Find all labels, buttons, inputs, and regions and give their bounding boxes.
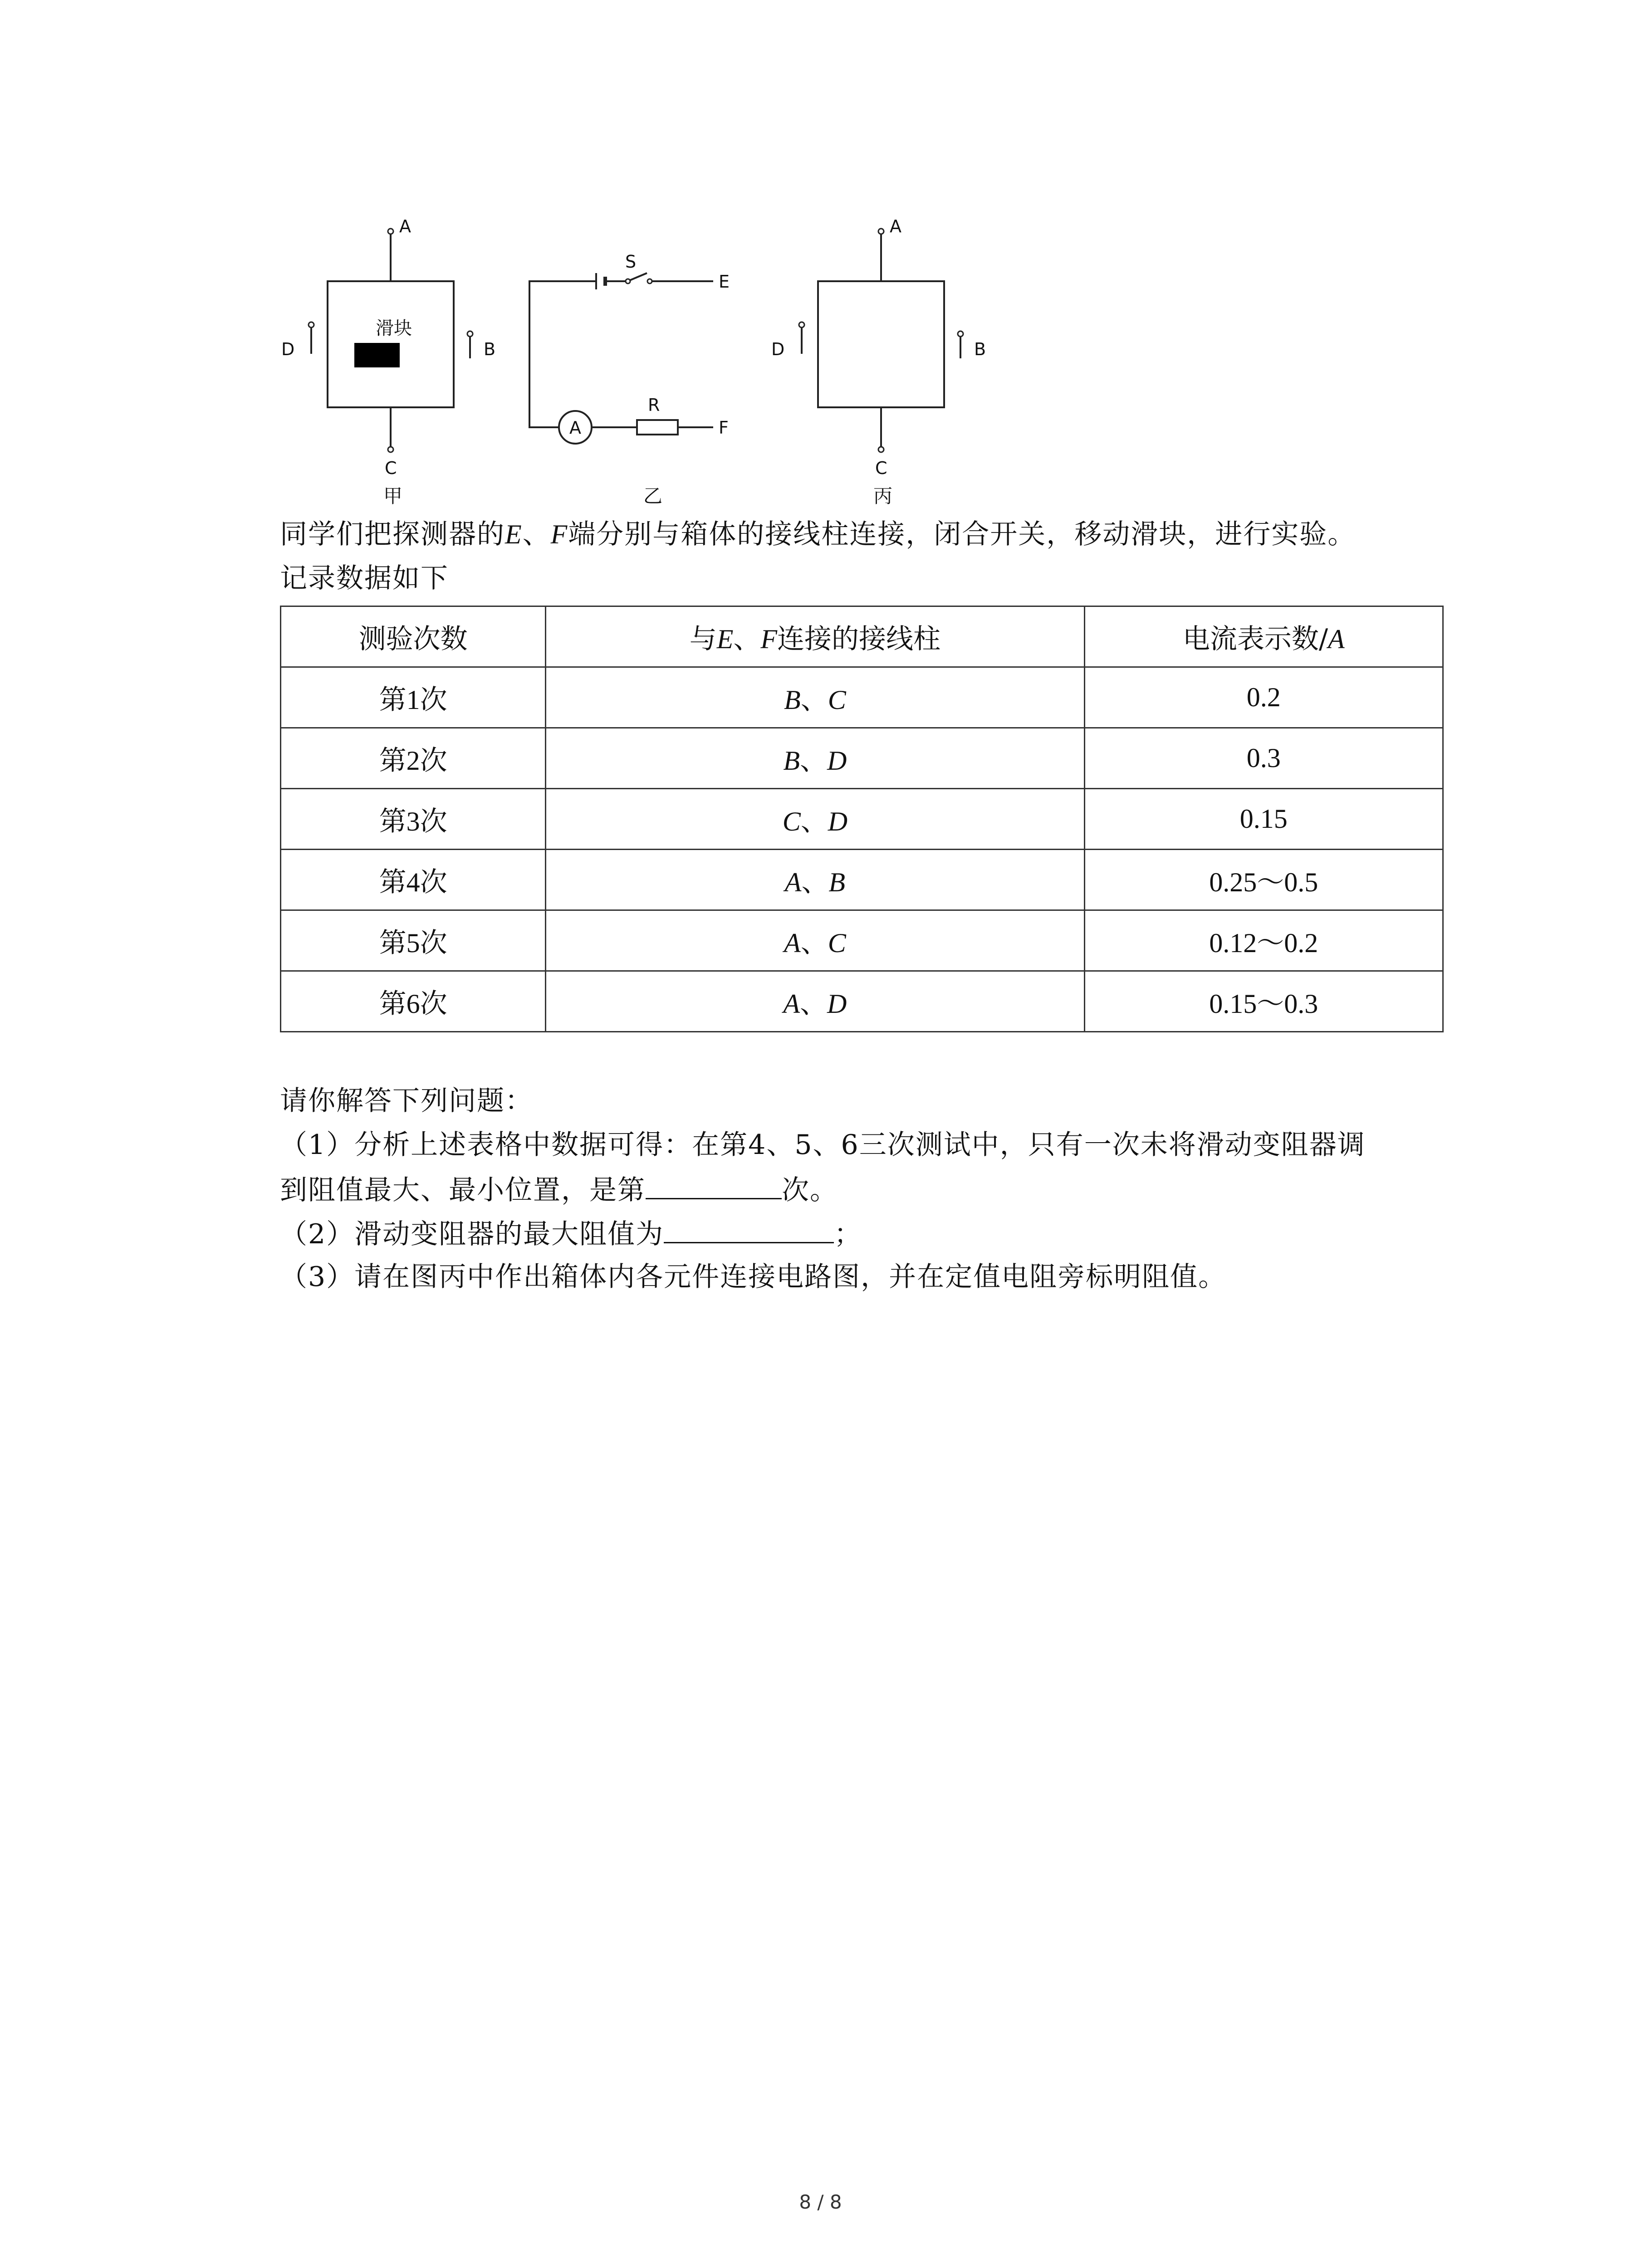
question-1-line-1: （1）分析上述表格中数据可得：在第4、5、6三次测试中，只有一次未将滑动变阻器调 [280,1129,1366,1161]
terminal-t1: B [784,684,801,715]
question-2 [280,1210,862,1257]
terminals-cell [546,667,1084,728]
question-prompt: 请你解答下列问题： [280,1085,533,1117]
terminal-t2: D [828,806,848,836]
terminal-t1: A [783,988,800,1019]
trial-post: 次 [420,684,447,716]
current-cell: 0.15～0.3 [1084,971,1443,1032]
trial-num: 6 [406,988,420,1019]
trial-cell [281,971,546,1032]
yi-caption: 乙 [643,485,663,507]
resistor [637,420,678,435]
terminals-cell [546,910,1084,971]
trial-pre: 第 [379,684,407,716]
header-terminals-b: 连接的接线柱 [777,623,941,655]
trial-cell [281,728,546,789]
end-f-label: F [719,418,729,438]
jia-label-c: C [385,458,397,478]
terminal-t2: D [827,745,847,776]
table-body [281,667,1443,1032]
page-number: 8 / 8 [799,2191,842,2213]
trial-post: 次 [420,866,447,898]
header-terminals [546,606,1084,667]
question-1-text: 到阻值最大、最小位置，是第 [280,1174,646,1206]
terminal-sep: 、 [800,987,828,1020]
terminal-t1: A [784,867,802,897]
terminals-cell [546,971,1084,1032]
trial-pre: 第 [379,744,407,777]
question-2-text: （2）滑动变阻器的最大阻值为 [280,1218,664,1250]
intro-text-a: 同学们把探测器的 [280,518,505,550]
jia-slider-label: 滑块 [376,318,412,339]
trial-post: 次 [420,744,447,777]
header-current-unit: A [1328,624,1345,654]
trial-num: 4 [406,867,420,897]
figure-bing [771,216,986,507]
circuit-figures [0,200,1641,517]
table-row [281,850,1443,910]
switch-blade [630,273,647,280]
bing-label-c: C [875,458,887,478]
trial-num: 3 [406,806,420,836]
current-cell: 0.25～0.5 [1084,850,1443,910]
trial-post: 次 [420,805,447,837]
question-3: （3）请在图丙中作出箱体内各元件连接电路图，并在定值电阻旁标明阻值。 [280,1261,1227,1293]
end-e-label: E [719,272,730,292]
trial-num: 1 [406,684,420,715]
terminal-t2: D [827,988,847,1019]
question-1-line-2 [280,1166,838,1213]
trial-num: 5 [406,928,420,958]
intro-f: F [550,519,568,549]
table-header-row [281,606,1443,667]
jia-label-d: D [281,339,295,359]
intro-sep: 、 [522,518,551,550]
jia-label-a: A [399,216,411,236]
trial-pre: 第 [379,927,407,959]
terminal-sep: 、 [800,927,828,959]
trial-pre: 第 [379,805,407,837]
trial-num: 2 [406,745,420,776]
bing-caption: 丙 [873,485,893,507]
trial-cell [281,667,546,728]
intro-e: E [505,519,523,549]
switch-label: S [625,252,637,272]
figure-yi [529,252,730,507]
jia-label-b: B [484,339,496,359]
trial-pre: 第 [379,987,407,1020]
terminals-cell [546,728,1084,789]
table-row [281,667,1443,728]
header-terminals-sep: 、 [733,623,761,655]
bing-label-a: A [890,216,901,236]
question-1-suffix: 次。 [782,1174,838,1206]
trial-post: 次 [420,927,447,959]
terminal-sep: 、 [801,866,829,898]
question-2-suffix: ； [834,1218,862,1250]
table-row [281,728,1443,789]
trial-cell [281,789,546,850]
data-table [280,606,1444,1032]
terminal-t2: C [828,684,846,715]
trial-cell [281,850,546,910]
intro-line-1 [280,512,1356,557]
answer-blank-2[interactable] [664,1210,834,1243]
trial-post: 次 [420,987,447,1020]
header-current-label: 电流表示数/ [1182,623,1328,655]
current-cell: 0.12～0.2 [1084,910,1443,971]
current-cell: 0.15 [1084,789,1443,850]
answer-blank-1[interactable] [646,1166,782,1199]
bing-label-b: B [974,339,986,359]
terminal-t2: B [828,867,846,897]
header-current [1084,606,1443,667]
ammeter-label: A [569,418,581,438]
current-cell: 0.2 [1084,667,1443,728]
terminal-sep: 、 [800,684,828,716]
bing-label-d: D [771,339,785,359]
jia-caption: 甲 [383,485,403,507]
terminal-t2: C [828,928,846,958]
table-row [281,789,1443,850]
bing-box [818,281,944,407]
terminal-t1: A [784,928,801,958]
header-terminals-f: F [760,624,778,654]
header-trial: 测验次数 [281,606,546,667]
figure-jia [281,216,495,507]
trial-cell [281,910,546,971]
terminal-t1: B [783,745,800,776]
jia-slider [354,343,400,367]
table-row [281,971,1443,1032]
header-terminals-e: E [716,624,734,654]
header-terminals-a: 与 [689,623,717,655]
intro-text-b: 端分别与箱体的接线柱连接，闭合开关，移动滑块，进行实验。 [568,518,1356,550]
terminals-cell [546,789,1084,850]
resistor-label: R [648,395,660,415]
terminal-sep: 、 [800,744,828,777]
terminal-sep: 、 [800,805,828,837]
terminal-t1: C [782,806,801,836]
terminals-cell [546,850,1084,910]
trial-pre: 第 [379,866,407,898]
table-row [281,910,1443,971]
intro-line-2: 记录数据如下 [280,562,449,594]
current-cell: 0.3 [1084,728,1443,789]
